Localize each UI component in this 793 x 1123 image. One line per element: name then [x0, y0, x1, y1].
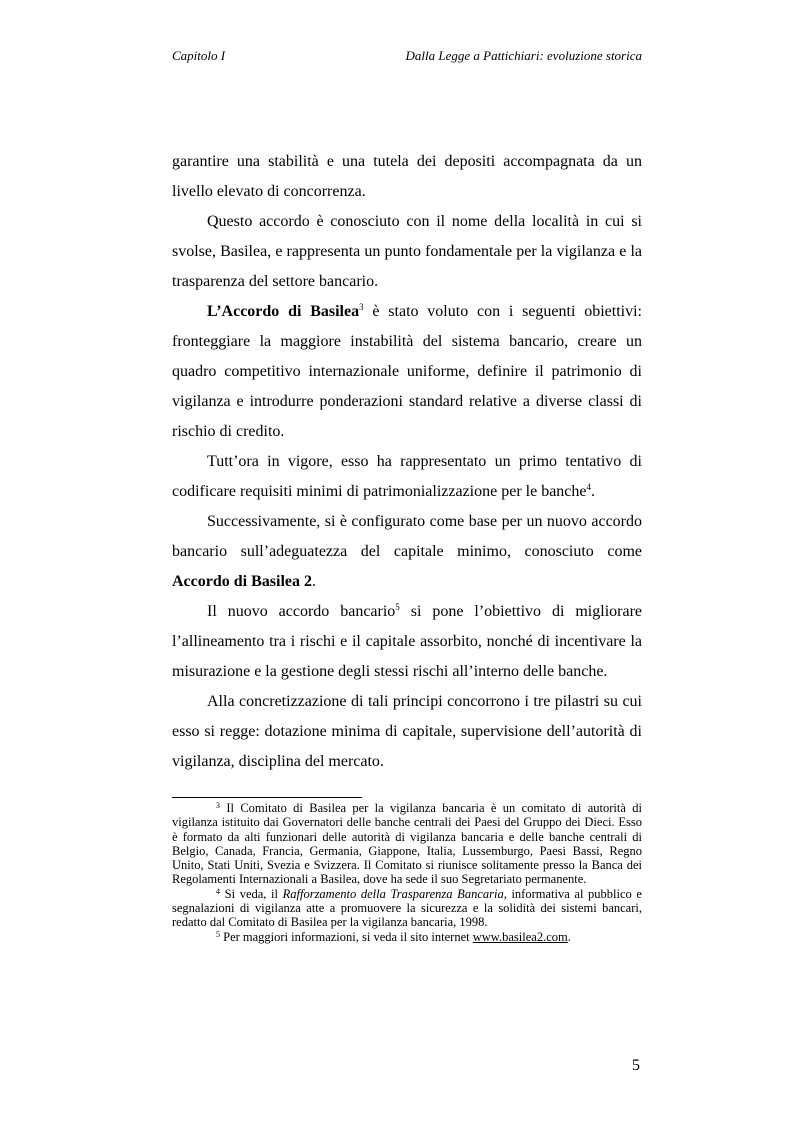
footnotes — [172, 801, 642, 944]
paragraph-2: Questo accordo è conosciuto con il nome della località in cui si svolse, Basilea, e rappresenta un punto fondamentale per la vigilanza e la trasparenza del settore bancario. — [172, 213, 642, 290]
footnote-ref-5[interactable]: 5 — [395, 602, 400, 612]
footnote-3 — [172, 801, 642, 887]
footnote-5-pre: Per maggiori informazioni, si veda il sito internet — [220, 929, 473, 944]
paragraph-5-end: . — [312, 573, 316, 590]
footnote-ref-3[interactable]: 3 — [359, 302, 364, 312]
paragraph-4 — [172, 447, 642, 507]
footnote-ref-4[interactable]: 4 — [586, 482, 591, 492]
footnote-3-number: 3 — [216, 801, 220, 810]
paragraph-7: Alla concretizzazione di tali principi concorrono i tre pilastri su cui esso si regge: dotazione minima di capitale, supervisione dell’autorità di vigilanza, disciplina del mercato. — [172, 693, 642, 770]
basilea2-link[interactable]: www.basilea2.com — [472, 929, 568, 944]
paragraph-5 — [172, 507, 642, 597]
footnote-4-pre: Si veda, il — [220, 886, 283, 901]
footnote-5-number: 5 — [216, 929, 220, 939]
main-text — [172, 147, 642, 777]
footnote-separator — [172, 797, 362, 798]
footnote-5-end: . — [567, 929, 571, 944]
paragraph-1: garantire una stabilità e una tutela dei depositi accompagnata da un livello elevato di concorrenza. — [172, 153, 642, 200]
footnote-4 — [172, 887, 642, 930]
footnote-4-number: 4 — [216, 886, 220, 896]
paragraph-3-text: è stato voluto con i seguenti obiettivi: fronteggiare la maggiore instabilità del sistema bancario, creare un quadro competitivo internazionale uniforme, definire il patrimonio di vigilanza e introdurre ponderazioni standard relative a diverse classi di rischio di credito. — [172, 303, 642, 440]
chapter-label: Capitolo I — [172, 48, 226, 63]
accordo-basilea-term: L’Accordo di Basilea — [207, 303, 360, 320]
chapter-title: Dalla Legge a Pattichiari: evoluzione storica — [405, 48, 642, 63]
accordo-basilea-2-term: Accordo di Basilea 2 — [172, 573, 312, 590]
paragraph-5-text: Successivamente, si è configurato come base per un nuovo accordo bancario sull’adeguatezza del capitale minimo, conosciuto come — [172, 513, 642, 560]
page-number: 5 — [632, 1057, 640, 1074]
footnote-3-text: Il Comitato di Basilea per la vigilanza bancaria è un comitato di autorità di vigilanza istituito dai Governatori delle banche centrali dei Paesi del Gruppo dei Dieci. Esso è formato da alti funzionari delle autorità di vigilanza bancaria e delle banche centrali di Belgio, Canada, Francia, Germania, Giappone, Italia, Lussemburgo, Paesi Bassi, Regno Unito, Stati Uniti, Svezia e Svizzera. Il Comitato si riunisce solitamente presso la Banca dei Regolamenti Internazionali a Basilea, dove ha sede il suo Segretariato permanente. — [172, 801, 642, 887]
paragraph-6-text: Il nuovo accordo bancario — [207, 603, 396, 620]
paragraph-3 — [172, 297, 642, 447]
paragraph-6 — [172, 597, 642, 687]
footnote-4-title: Rafforzamento della Trasparenza Bancaria, — [282, 886, 507, 901]
paragraph-6-rest: si pone l’obiettivo di migliorare l’allineamento tra i rischi e il capitale assorbito, nonché di incentivare la misurazione e la gestione degli stessi rischi all’interno delle banche. — [172, 603, 642, 680]
paragraph-4-text: Tutt’ora in vigore, esso ha rappresentato un primo tentativo di codificare requisiti minimi di patrimonializzazione per le banche — [172, 453, 642, 500]
footnote-4-rest: informativa al pubblico e segnalazioni di vigilanza atte a promuovere la sicurezza e la solidità dei sistemi bancari, redatto dal Comitato di Basilea per la vigilanza bancaria, 1998. — [172, 886, 642, 930]
paragraph-4-end: . — [591, 483, 595, 500]
footnote-5 — [172, 930, 642, 944]
